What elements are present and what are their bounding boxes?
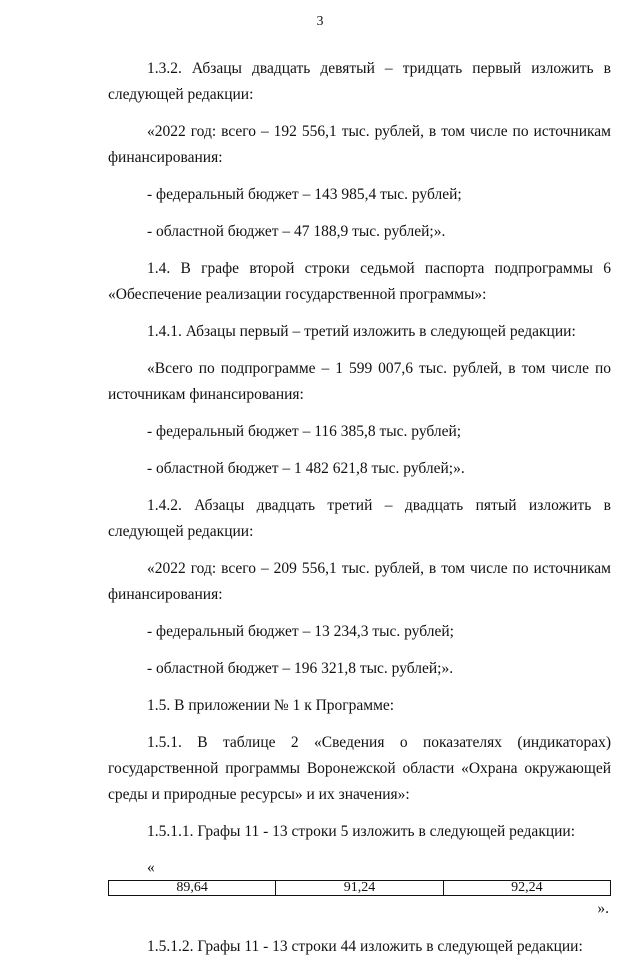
page-number: 3	[316, 14, 324, 29]
paragraph-regional-budget-c: - областной бюджет – 196 321,8 тыс. рублей;».	[147, 660, 454, 677]
values-table	[108, 880, 611, 896]
paragraph-1-5-1-2: 1.5.1.2. Графы 11 - 13 строки 44 изложить в следующей редакции:	[147, 938, 583, 955]
quote-close-mark: ».	[597, 900, 609, 917]
paragraph-1-5-1: 1.5.1. В таблице 2 «Сведения о показателях (индикаторах) государственной программы Воронежской области «Охрана окружающей среды и природные ресурсы» и их значения»:	[108, 734, 611, 803]
paragraph-subprogram-total: «Всего по подпрограмме – 1 599 007,6 тыс. рублей, в том числе по источникам финансирования:	[108, 360, 611, 403]
paragraph-federal-budget-b: - федеральный бюджет – 116 385,8 тыс. рублей;	[147, 423, 462, 440]
paragraph-2022-total-a: «2022 год: всего – 192 556,1 тыс. рублей, в том числе по источникам финансирования:	[108, 123, 611, 166]
paragraph-1-4-1: 1.4.1. Абзацы первый – третий изложить в следующей редакции:	[147, 323, 576, 340]
paragraph-2022-total-b: «2022 год: всего – 209 556,1 тыс. рублей, в том числе по источникам финансирования:	[108, 560, 611, 603]
paragraph-regional-budget-b: - областной бюджет – 1 482 621,8 тыс. рублей;».	[147, 460, 465, 477]
table-cell-col-13: 92,24	[443, 881, 610, 896]
table-cell-col-12: 91,24	[276, 881, 443, 896]
paragraph-federal-budget-c: - федеральный бюджет – 13 234,3 тыс. рублей;	[147, 623, 454, 640]
paragraph-1-4-2: 1.4.2. Абзацы двадцать третий – двадцать пятый изложить в следующей редакции:	[108, 497, 611, 540]
paragraph-regional-budget-a: - областной бюджет – 47 188,9 тыс. рублей;».	[147, 223, 446, 240]
quote-open-mark: «	[147, 859, 155, 876]
paragraph-federal-budget-a: - федеральный бюджет – 143 985,4 тыс. рублей;	[147, 186, 462, 203]
table-cell-col-11: 89,64	[109, 881, 276, 896]
document-body	[108, 56, 611, 971]
paragraph-1-5-1-1: 1.5.1.1. Графы 11 - 13 строки 5 изложить в следующей редакции:	[147, 823, 576, 840]
table-row	[109, 881, 611, 896]
paragraph-1-4: 1.4. В графе второй строки седьмой паспорта подпрограммы 6 «Обеспечение реализации государственной программы»:	[108, 260, 611, 303]
paragraph-1-3-2: 1.3.2. Абзацы двадцать девятый – тридцать первый изложить в следующей редакции:	[108, 60, 611, 103]
paragraph-1-5: 1.5. В приложении № 1 к Программе:	[147, 697, 395, 714]
